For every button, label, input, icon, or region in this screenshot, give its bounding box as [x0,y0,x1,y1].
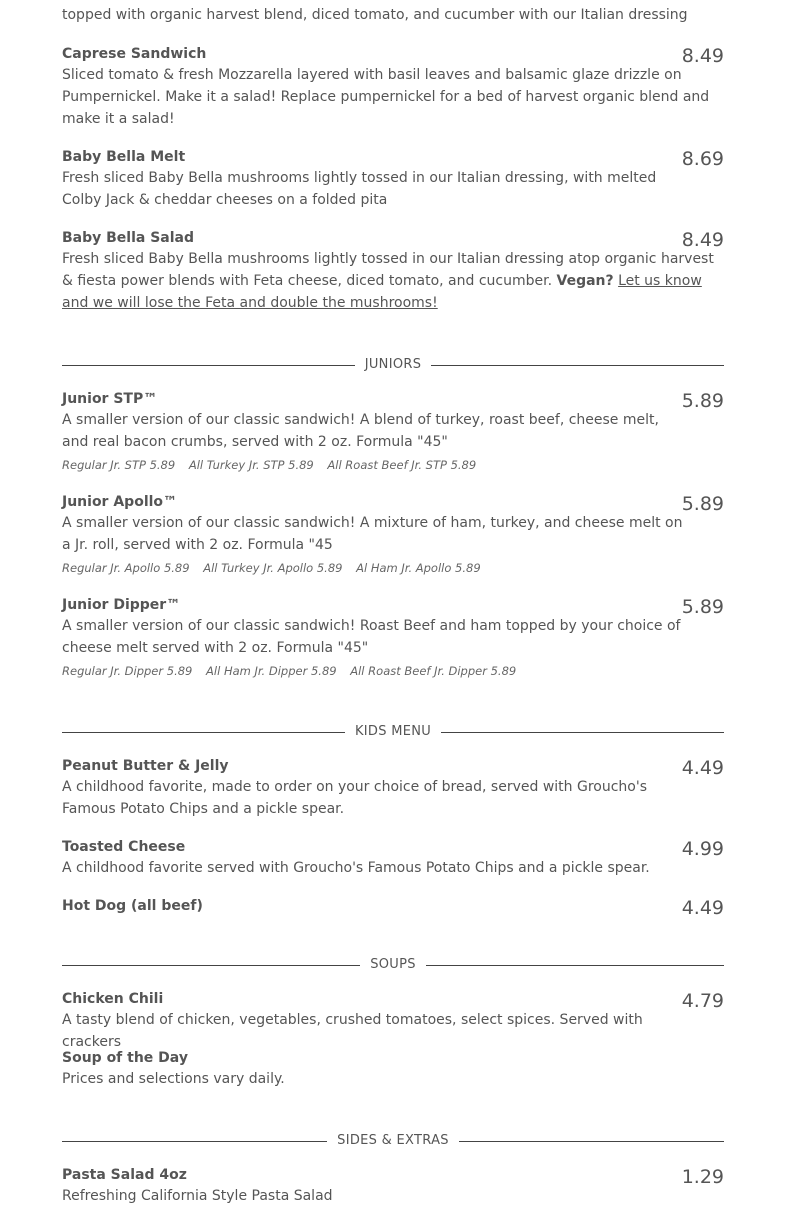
item-price: 5.89 [681,596,724,618]
item-price: 4.49 [681,897,724,919]
section-title: KIDS MENU [345,724,441,739]
item-description: Refreshing California Style Pasta Salad [62,1188,333,1204]
item-description: Fresh sliced Baby Bella mushrooms lightly tossed in our Italian dressing, with melted Colby Jack & cheddar cheeses on a folded pita [62,170,657,208]
item-name: Peanut Butter & Jelly [62,758,229,774]
item-price: 8.69 [681,148,724,170]
variant-option: All Roast Beef Jr. Dipper 5.89 [350,664,517,678]
item-description: A smaller version of our classic sandwich! Roast Beef and ham topped by your choice of cheese melt served with 2 oz. Formula "45" [62,618,681,656]
section-title: JUNIORS [355,357,432,372]
item-price: 8.49 [681,229,724,251]
item-price: 1.29 [681,1166,724,1188]
menu-item-pasta-salad [62,1165,724,1207]
section-title: SOUPS [360,957,426,972]
vegan-note-link[interactable]: Let us know and we will lose the Feta and double the mushrooms! [62,273,702,311]
item-description: Prices and selections vary daily. [62,1071,285,1087]
item-price: 5.89 [681,493,724,515]
item-description: A tasty blend of chicken, vegetables, crushed tomatoes, select spices. Served with crackers [62,1012,643,1050]
variant-option: All Turkey Jr. STP 5.89 [188,458,314,472]
previous-item-description: topped with organic harvest blend, diced tomato, and cucumber with our Italian dressing [62,7,688,23]
item-name: Baby Bella Melt [62,149,186,165]
item-name: Hot Dog (all beef) [62,898,203,914]
item-name: Chicken Chili [62,991,164,1007]
menu-item-junior-apollo [62,492,724,580]
item-variants [62,659,724,683]
item-price: 8.49 [681,45,724,67]
item-description: A smaller version of our classic sandwich! A blend of turkey, roast beef, cheese melt, and real bacon crumbs, served with 2 oz. Formula "45" [62,412,659,450]
section-header-sides-extras [62,1131,724,1151]
section-header-juniors [62,355,724,375]
item-variants [62,556,724,580]
item-name: Junior Dipper™ [62,597,181,613]
menu-item-toasted-cheese [62,837,724,879]
menu-item-peanut-butter-jelly [62,756,724,820]
variant-option: Regular Jr. STP 5.89 [62,458,176,472]
item-description: A childhood favorite, made to order on your choice of bread, served with Groucho's Famous Potato Chips and a pickle spear. [62,779,647,817]
item-name: Pasta Salad 4oz [62,1167,187,1183]
variant-option: Regular Jr. Apollo 5.89 [62,561,190,575]
item-name: Baby Bella Salad [62,230,195,246]
variant-option: All Roast Beef Jr. STP 5.89 [327,458,477,472]
vegan-label: Vegan? [556,273,614,289]
section-title: SIDES & EXTRAS [327,1133,459,1148]
variant-option: All Ham Jr. Dipper 5.89 [206,664,337,678]
menu-item-soup-of-the-day [62,1048,724,1090]
item-price: 4.49 [681,757,724,779]
section-header-soups [62,955,724,975]
section-header-kids-menu [62,722,724,742]
variant-option: All Turkey Jr. Apollo 5.89 [203,561,343,575]
menu-item-junior-dipper [62,595,724,683]
item-description: A smaller version of our classic sandwich! A mixture of ham, turkey, and cheese melt on a Jr. roll, served with 2 oz. Formula "45 [62,515,683,553]
menu-item-chicken-chili [62,989,724,1053]
item-price: 5.89 [681,390,724,412]
item-name: Caprese Sandwich [62,46,207,62]
item-price: 4.99 [681,838,724,860]
item-description: Sliced tomato & fresh Mozzarella layered with basil leaves and balsamic glaze drizzle on Pumpernickel. Make it a salad! Replace pumpernickel for a bed of harvest organic blend and make it a salad! [62,67,710,127]
item-name: Junior Apollo™ [62,494,178,510]
item-name: Toasted Cheese [62,839,186,855]
item-name: Soup of the Day [62,1050,188,1066]
menu-item-caprese-sandwich [62,44,724,130]
item-description: A childhood favorite served with Groucho's Famous Potato Chips and a pickle spear. [62,860,650,876]
item-name: Junior STP™ [62,391,158,407]
item-variants [62,453,724,477]
menu-item-baby-bella-melt [62,147,724,211]
menu-item-junior-stp [62,389,724,477]
variant-option: Al Ham Jr. Apollo 5.89 [356,561,481,575]
item-price: 4.79 [681,990,724,1012]
menu-item-baby-bella-salad [62,228,724,314]
item-description: Fresh sliced Baby Bella mushrooms lightly tossed in our Italian dressing atop organic harvest & fiesta power blends with Feta cheese, diced tomato, and cucumber. Vegan? Let us know and we will lose the Feta and double the mushrooms! [62,251,714,311]
variant-option: Regular Jr. Dipper 5.89 [62,664,193,678]
menu-item-hot-dog [62,896,724,919]
